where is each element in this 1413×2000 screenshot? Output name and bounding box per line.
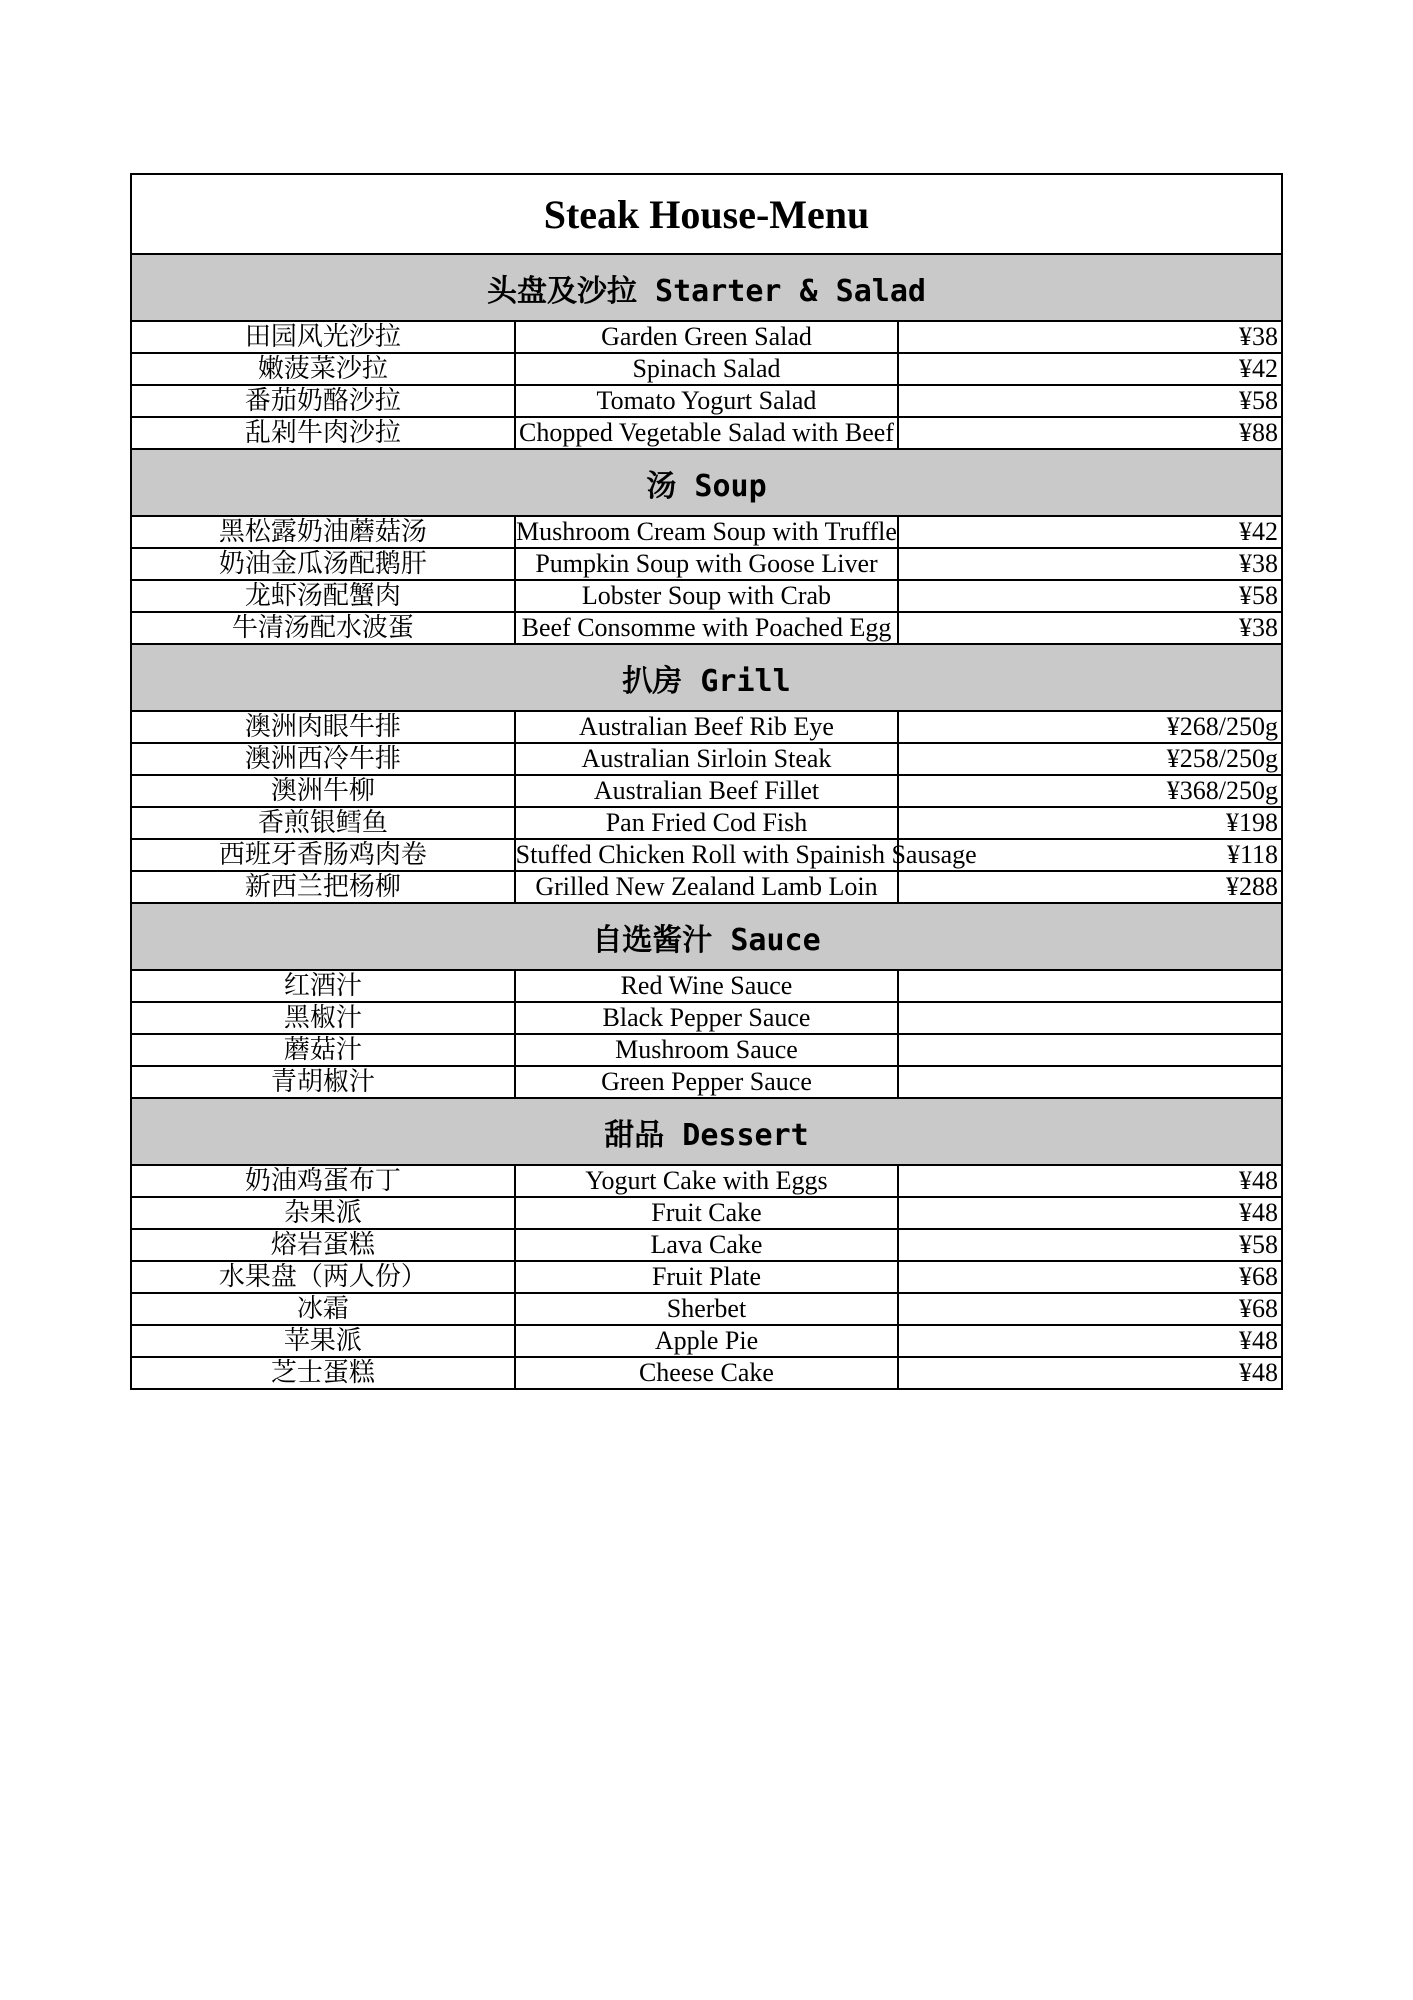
dish-name-cn: 冰霜 [131,1293,515,1325]
section-heading: 自选酱汁 Sauce [131,903,1282,970]
dish-price: ¥38 [898,321,1282,353]
section-heading: 甜品 Dessert [131,1098,1282,1165]
dish-name-cn: 蘑菇汁 [131,1034,515,1066]
menu-item-row [131,711,1282,743]
menu-item-row [131,1229,1282,1261]
dish-name-en: Red Wine Sauce [515,970,899,1002]
dish-price: ¥38 [898,612,1282,644]
dish-price: ¥288 [898,871,1282,903]
dish-name-en: Green Pepper Sauce [515,1066,899,1098]
dish-name-cn: 黑椒汁 [131,1002,515,1034]
dish-name-cn: 乱剁牛肉沙拉 [131,417,515,449]
dish-price [898,970,1282,1002]
menu-item-row [131,321,1282,353]
dish-name-cn: 杂果派 [131,1197,515,1229]
dish-price: ¥48 [898,1357,1282,1389]
dish-price: ¥58 [898,385,1282,417]
menu-item-row [131,385,1282,417]
dish-name-en: Fruit Cake [515,1197,899,1229]
dish-price: ¥58 [898,1229,1282,1261]
dish-name-cn: 澳洲西冷牛排 [131,743,515,775]
title-row [131,174,1282,254]
section-header-row [131,1098,1282,1165]
dish-name-cn: 奶油鸡蛋布丁 [131,1165,515,1197]
menu-title: Steak House-Menu [131,174,1282,254]
dish-name-en: Australian Beef Fillet [515,775,899,807]
menu-item-row [131,1165,1282,1197]
menu-item-row [131,743,1282,775]
dish-name-en: Mushroom Cream Soup with Truffle [516,517,897,546]
dish-name-en: Apple Pie [515,1325,899,1357]
dish-name-cn: 芝士蛋糕 [131,1357,515,1389]
dish-name-en: Pumpkin Soup with Goose Liver [515,548,899,580]
menu-item-row [131,839,1282,871]
dish-name-en: Tomato Yogurt Salad [515,385,899,417]
dish-name-cn: 熔岩蛋糕 [131,1229,515,1261]
dish-name-cn: 青胡椒汁 [131,1066,515,1098]
section-header-row [131,644,1282,711]
dish-price: ¥88 [898,417,1282,449]
dish-name-cn: 澳洲牛柳 [131,775,515,807]
dish-name-cn: 红酒汁 [131,970,515,1002]
menu-item-row [131,1197,1282,1229]
dish-price: ¥48 [898,1325,1282,1357]
menu-item-row [131,871,1282,903]
menu-item-row [131,1357,1282,1389]
dish-name-cn: 香煎银鳕鱼 [131,807,515,839]
menu-item-row [131,1034,1282,1066]
section-heading: 汤 Soup [131,449,1282,516]
dish-name-cn: 奶油金瓜汤配鹅肝 [131,548,515,580]
menu-item-row [131,1002,1282,1034]
dish-name-en: Spinach Salad [515,353,899,385]
menu-item-row [131,775,1282,807]
section-heading: 扒房 Grill [131,644,1282,711]
dish-name-cn: 番茄奶酪沙拉 [131,385,515,417]
menu-item-row [131,353,1282,385]
menu-item-row [131,970,1282,1002]
dish-name-cn: 苹果派 [131,1325,515,1357]
section-header-row [131,449,1282,516]
dish-name-en: Mushroom Sauce [515,1034,899,1066]
dish-name-en: Beef Consomme with Poached Egg [515,612,899,644]
dish-name-en: Yogurt Cake with Eggs [515,1165,899,1197]
dish-name-cn: 水果盘（两人份） [131,1261,515,1293]
menu-item-row [131,1066,1282,1098]
dish-name-en: Lobster Soup with Crab [515,580,899,612]
dish-price [898,1034,1282,1066]
dish-name-cn: 西班牙香肠鸡肉卷 [131,839,515,871]
menu-item-row [131,612,1282,644]
dish-name-en: Pan Fried Cod Fish [515,807,899,839]
section-header-row [131,254,1282,321]
dish-name-cn: 新西兰把杨柳 [131,871,515,903]
dish-name-cn: 田园风光沙拉 [131,321,515,353]
dish-price: ¥42 [898,353,1282,385]
dish-name-en: Grilled New Zealand Lamb Loin [515,871,899,903]
dish-name-cn: 澳洲肉眼牛排 [131,711,515,743]
dish-name-cn: 黑松露奶油蘑菇汤 [131,516,515,548]
dish-price: ¥268/250g [898,711,1282,743]
dish-price: ¥58 [898,580,1282,612]
menu-item-row [131,548,1282,580]
menu-item-row [131,1261,1282,1293]
menu-table [130,173,1283,1390]
section-heading: 头盘及沙拉 Starter & Salad [131,254,1282,321]
dish-price: ¥198 [898,807,1282,839]
menu-item-row [131,516,1282,548]
dish-name-en: Fruit Plate [515,1261,899,1293]
dish-name-en: Sherbet [515,1293,899,1325]
dish-price [898,1002,1282,1034]
dish-name-en: Lava Cake [515,1229,899,1261]
dish-price: ¥48 [898,1197,1282,1229]
dish-price [898,1066,1282,1098]
dish-name-en: Chopped Vegetable Salad with Beef [515,417,899,449]
dish-price: ¥42 [898,516,1282,548]
menu-item-row [131,807,1282,839]
menu-item-row [131,417,1282,449]
dish-price: ¥68 [898,1293,1282,1325]
menu-item-row [131,1325,1282,1357]
dish-price: ¥368/250g [898,775,1282,807]
dish-name-en: Stuffed Chicken Roll with Spainish Sausage [515,840,977,869]
menu-body [131,174,1282,1389]
dish-price: ¥118 [898,839,1282,871]
dish-price: ¥258/250g [898,743,1282,775]
dish-name-en: Australian Beef Rib Eye [515,711,899,743]
dish-name-cn: 龙虾汤配蟹肉 [131,580,515,612]
dish-name-en: Australian Sirloin Steak [515,743,899,775]
menu-item-row [131,1293,1282,1325]
dish-name-en: Garden Green Salad [515,321,899,353]
section-header-row [131,903,1282,970]
dish-name-en: Cheese Cake [515,1357,899,1389]
dish-name-cn: 牛清汤配水波蛋 [131,612,515,644]
dish-name-en: Black Pepper Sauce [515,1002,899,1034]
dish-name-cn: 嫩菠菜沙拉 [131,353,515,385]
menu-item-row [131,580,1282,612]
dish-price: ¥38 [898,548,1282,580]
dish-price: ¥68 [898,1261,1282,1293]
dish-price: ¥48 [898,1165,1282,1197]
